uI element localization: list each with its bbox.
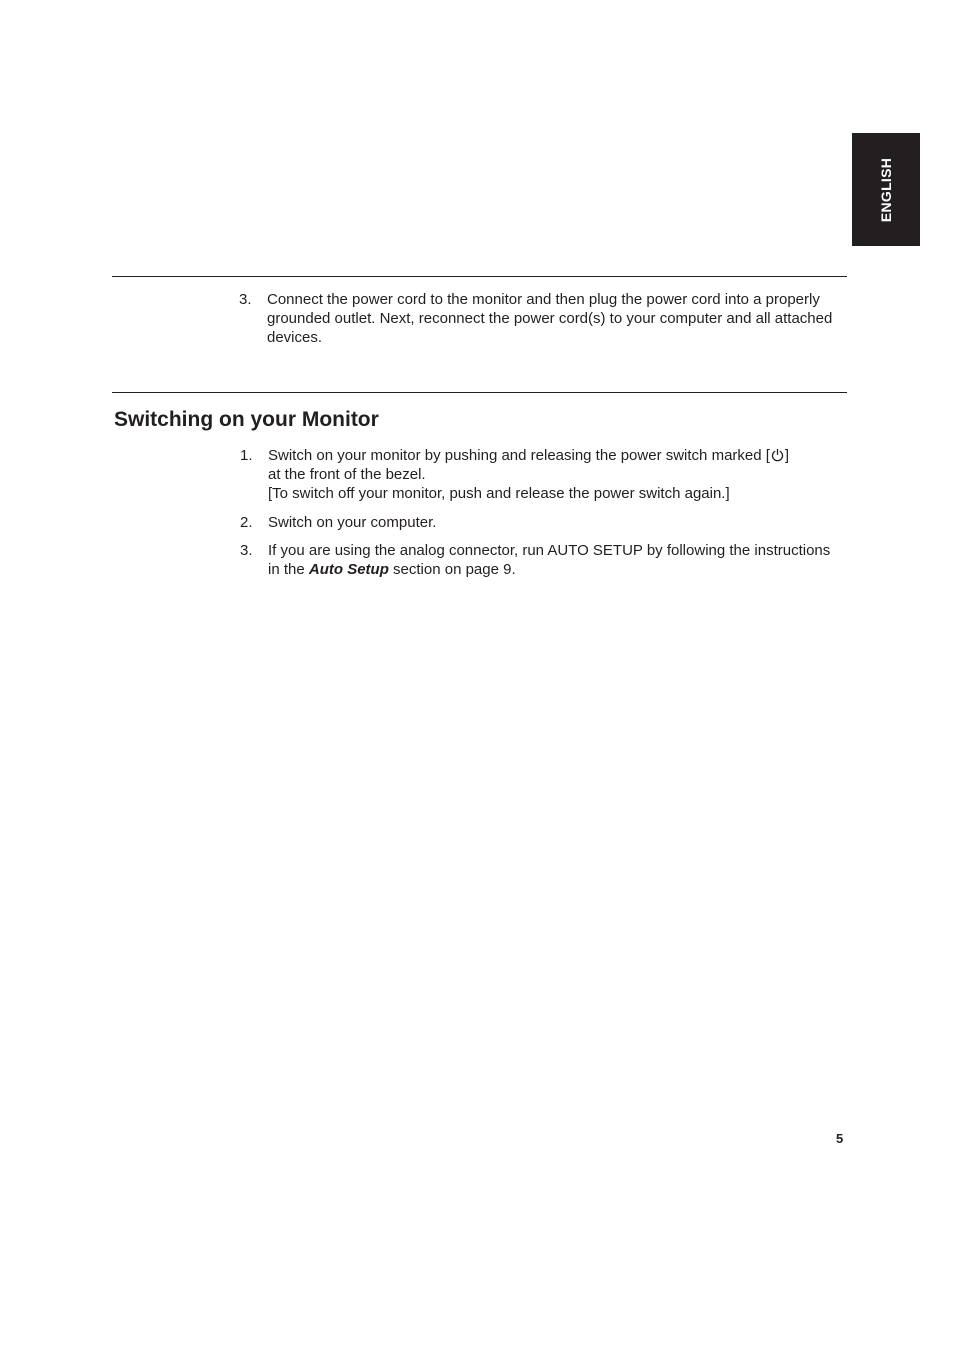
step-number: 3. — [240, 542, 253, 559]
step-number: 2. — [240, 514, 253, 531]
section-title: Switching on your Monitor — [114, 408, 379, 431]
step-3-text-before: If you are using the analog connector, run AUTO SETUP by following the instructions in the — [268, 542, 831, 579]
power-icon — [771, 448, 784, 462]
step-number: 3. — [239, 291, 252, 308]
language-tab — [852, 133, 920, 246]
auto-setup-reference: Auto Setup — [308, 561, 389, 579]
page-number: 5 — [836, 1131, 844, 1146]
section-divider — [112, 392, 847, 393]
step-1-text-before: Switch on your monitor by pushing and releasing the power switch marked [ — [268, 447, 770, 464]
language-tab-label: ENGLISH — [878, 157, 894, 222]
top-divider — [112, 276, 847, 277]
step-number: 1. — [240, 447, 253, 464]
step-1-line3: [To switch off your monitor, push and release the power switch again.] — [268, 485, 730, 503]
step-text: Switch on your computer. — [268, 514, 437, 531]
step-1-line2: at the front of the bezel. — [268, 466, 426, 484]
step-text — [268, 446, 838, 504]
step-1-text-after: ] — [784, 447, 790, 464]
step-3-text-after: section on page 9. — [388, 561, 516, 579]
step-text — [268, 541, 838, 579]
step-text: Connect the power cord to the monitor and then plug the power cord into a properly grounded outlet. Next, reconnect the power cord(s) to your computer and all attached devices. — [267, 291, 833, 347]
